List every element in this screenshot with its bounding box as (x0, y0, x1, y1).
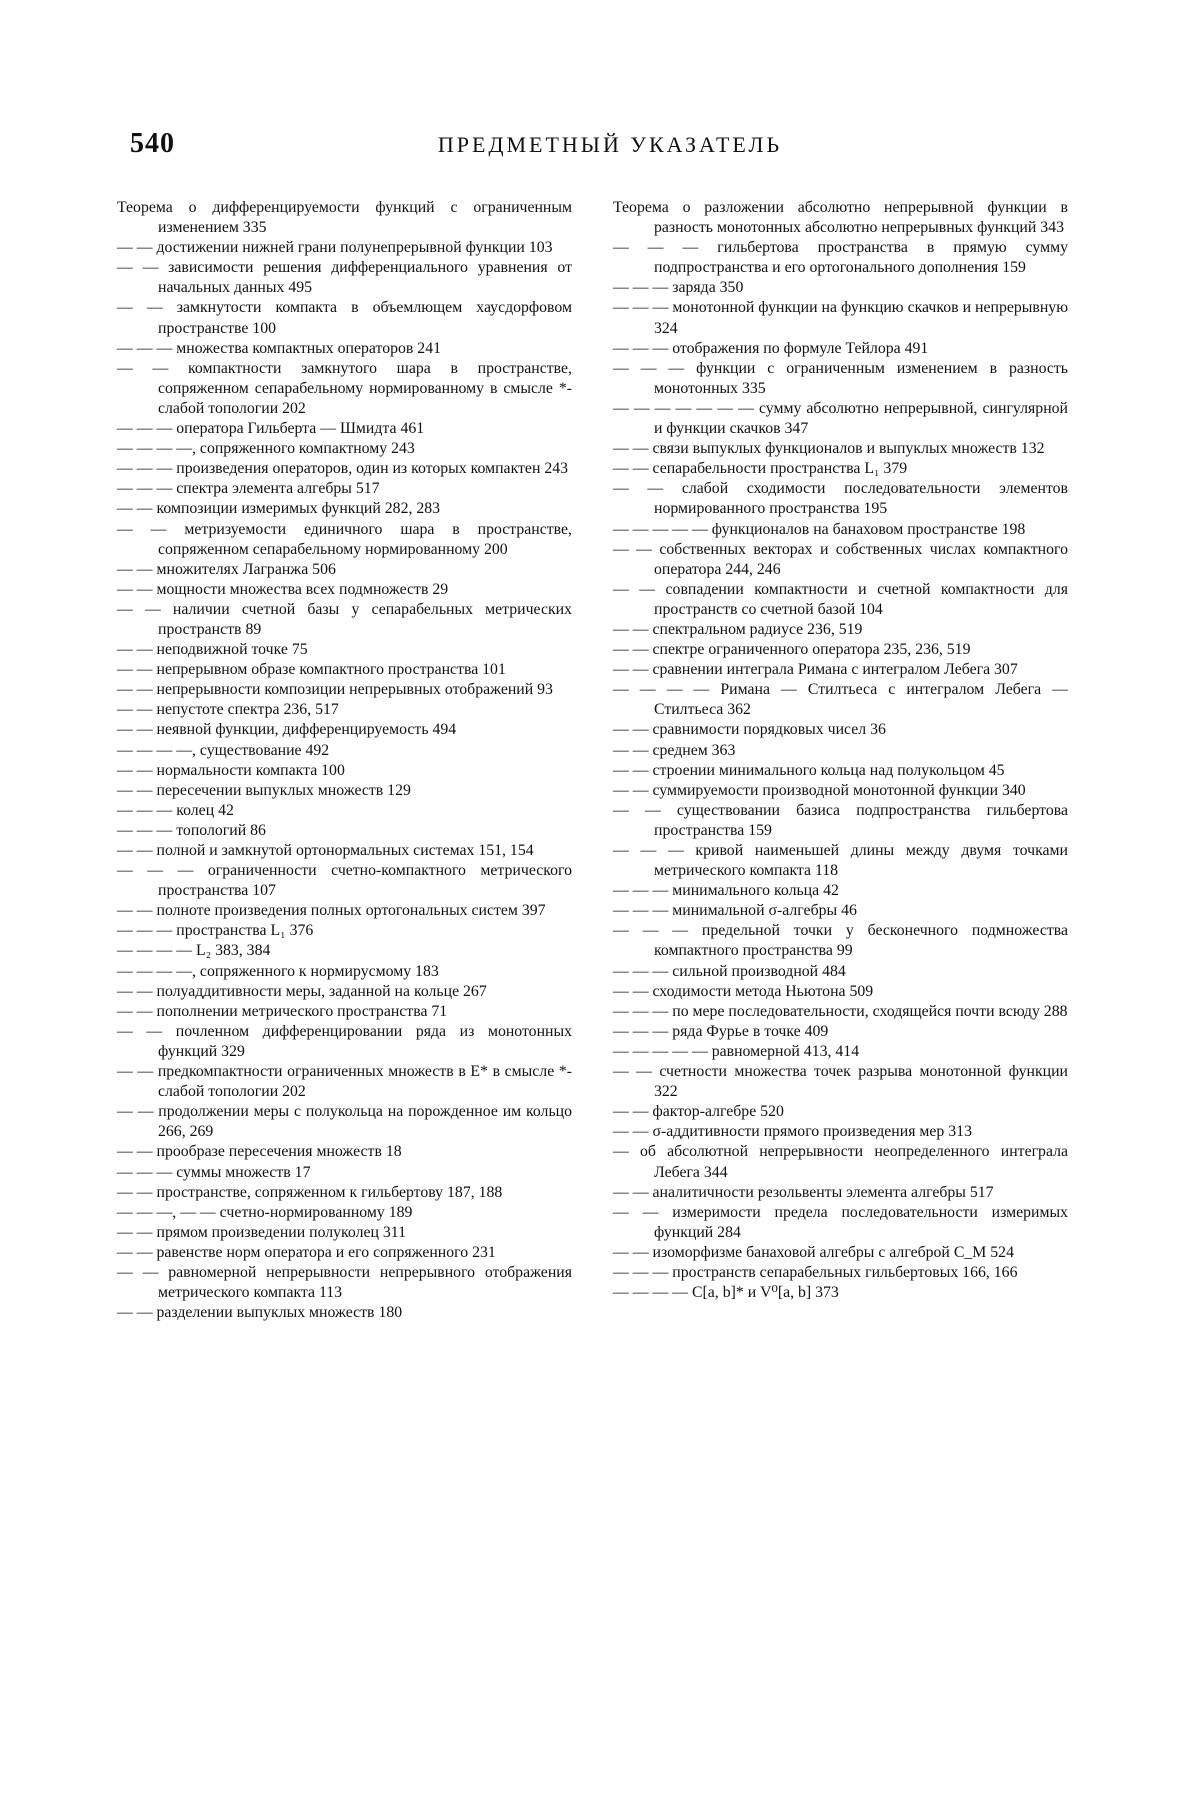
index-entry: — — — минимального кольца 42 (613, 882, 839, 900)
index-entry: — — — кривой наименьшей длины между двумя точками метрического компакта 118 (613, 842, 1068, 880)
index-entry: — — предкомпактности ограниченных множеств в E* в смысле *-слабой топологии 202 (117, 1063, 572, 1101)
index-entry: — — метризуемости единичного шара в пространстве, сопряженном сепарабельному нормированному 200 (117, 520, 572, 558)
index-entry: — — — по мере последовательности, сходящейся почти всюду 288 (613, 1002, 1068, 1020)
index-entry: — — непрерывности композиции непрерывных отображений 93 (117, 681, 553, 699)
index-entry: — — — —, сопряженного к нормирусмому 183 (117, 962, 439, 980)
index-entry: — — — заряда 350 (613, 279, 744, 297)
index-entry: — — фактор-алгебре 520 (613, 1103, 784, 1121)
index-entry: — — совпадении компактности и счетной компактности для пространств со счетной базой 104 (613, 580, 1068, 618)
index-entry: — — — ограниченности счетно-компактного метрического пространства 107 (117, 862, 572, 900)
index-entry: — — — спектра элемента алгебры 517 (117, 480, 380, 498)
index-entry: — — равенстве норм оператора и его сопряженного 231 (117, 1243, 496, 1261)
index-entry: — — σ-аддитивности прямого произведения мер 313 (613, 1123, 972, 1141)
index-entry: — — равномерной непрерывности непрерывного отображения метрического компакта 113 (117, 1263, 572, 1302)
index-entry: — — достижении нижней грани полунепрерывной функции 103 (117, 239, 553, 257)
index-entry: — — продолжении меры с полукольца на порожденное им кольцо 266, 269 (117, 1103, 572, 1141)
index-entry: — — прямом произведении полуколец 311 (117, 1223, 407, 1241)
index-entry: — — — — — функционалов на банаховом пространстве 198 (613, 520, 1026, 538)
index-entry: — — счетности множества точек разрыва монотонной функции 322 (613, 1063, 1068, 1101)
index-entry: — — прообразе пересечения множеств 18 (117, 1143, 402, 1161)
index-entry: — — аналитичности резольвенты элемента алгебры 517 (613, 1183, 994, 1201)
index-entry: — — непустоте спектра 236, 517 (117, 701, 339, 719)
index-entry: — — — суммы множеств 17 (117, 1163, 311, 1181)
index-entry: — — наличии счетной базы у сепарабельных метрических пространств 89 (117, 600, 572, 638)
index-entry: — — — — — — — сумму абсолютно непрерывной, сингулярной и функции скачков 347 (613, 399, 1068, 438)
index-entry: — — сравнении интеграла Римана с интегралом Лебега 307 (613, 661, 1018, 679)
index-entry: — — компактности замкнутого шара в пространстве, сопряженном сепарабельному нормированному в смысле *-слабой топологии 202 (117, 359, 572, 417)
index-entry: — — — оператора Гильберта — Шмидта 461 (117, 420, 425, 438)
index-entry: — — спектральном радиусе 236, 519 (613, 620, 863, 638)
index-column-right (613, 198, 1068, 1303)
index-entry: Теорема о разложении абсолютно непрерывной функции в разность монотонных абсолютно непрерывных функций 343 (613, 199, 1068, 237)
index-entry: — об абсолютной непрерывности неопределенного интеграла Лебега 344 (613, 1143, 1068, 1181)
index-entry: — — —, — — счетно-нормированному 189 (117, 1203, 413, 1221)
index-entry: — — полуаддитивности меры, заданной на кольце 267 (117, 982, 487, 1000)
index-entry: — — — пространств сепарабельных гильбертовых 166, 166 (613, 1263, 1018, 1281)
index-entry: — — полноте произведения полных ортогональных систем 397 (117, 902, 546, 920)
index-entry: — — мощности множества всех подмножеств 29 (117, 580, 449, 598)
index-entry: — — — — — равномерной 413, 414 (613, 1042, 860, 1060)
index-entry: — — — — C[a, b]* и V⁰[a, b] 373 (613, 1284, 839, 1302)
index-entry: — — спектре ограниченного оператора 235, 236, 519 (613, 641, 971, 659)
index-entry: — — пополнении метрического пространства 71 (117, 1002, 448, 1020)
index-entry: — — неподвижной точке 75 (117, 641, 308, 659)
index-entry: — — — — Римана — Стилтьеса с интегралом Лебега — Стилтьеса 362 (613, 681, 1068, 719)
index-entry: — — измеримости предела последовательности измеримых функций 284 (613, 1203, 1068, 1241)
running-head: ПРЕДМЕТНЫЙ УКАЗАТЕЛЬ (437, 132, 783, 157)
page-number: 540 (130, 128, 175, 159)
index-entry: — — пространстве, сопряженном к гильбертову 187, 188 (117, 1183, 503, 1201)
index-entry: — — сходимости метода Ньютона 509 (613, 982, 874, 1000)
index-entry: — — композиции измеримых функций 282, 283 (117, 500, 441, 518)
index-entry: — — связи выпуклых функционалов и выпуклых множеств 132 (613, 440, 1045, 458)
index-column-left (117, 198, 572, 1323)
index-entry: — — — произведения операторов, один из которых компактен 243 (117, 460, 569, 478)
index-entry: — — — предельной точки у бесконечного подмножества компактного пространства 99 (613, 922, 1068, 960)
index-entry: — — — —, существование 492 (117, 741, 330, 759)
index-entry: — — слабой сходимости последовательности элементов нормированного пространства 195 (613, 480, 1068, 518)
index-entry: — — замкнутости компакта в объемлющем хаусдорфовом пространстве 100 (117, 299, 572, 337)
index-entry: — — — сильной производной 484 (613, 962, 846, 980)
index-entry: — — непрерывном образе компактного пространства 101 (117, 661, 506, 679)
index-entry: Теорема о дифференцируемости функций с ограниченным изменением 335 (117, 199, 572, 237)
index-entry: — — зависимости решения дифференциального уравнения от начальных данных 495 (117, 259, 572, 297)
index-entry: — — — —, сопряженного компактному 243 (117, 440, 415, 458)
page-header (130, 128, 1090, 168)
index-entry: — — суммируемости производной монотонной функции 340 (613, 781, 1026, 799)
index-entry: — — — функции с ограниченным изменением в разность монотонных 335 (613, 359, 1068, 397)
index-entry: — — сепарабельности пространства L₁ 379 (613, 460, 908, 478)
index-entry: — — разделении выпуклых множеств 180 (117, 1304, 403, 1322)
index-entry: — — — топологий 86 (117, 821, 266, 839)
index-entry: — — — ряда Фурье в точке 409 (613, 1022, 829, 1040)
index-entry: — — — отображения по формуле Тейлора 491 (613, 339, 929, 357)
index-entry: — — строении минимального кольца над полукольцом 45 (613, 761, 1005, 779)
index-entry: — — собственных векторах и собственных числах компактного оператора 244, 246 (613, 540, 1068, 578)
index-entry: — — пересечении выпуклых множеств 129 (117, 781, 411, 799)
index-entry: — — — пространства L₁ 376 (117, 922, 314, 940)
index-entry: — — — — L₂ 383, 384 (117, 942, 271, 960)
index-entry: — — нормальности компакта 100 (117, 761, 345, 779)
index-entry: — — изоморфизме банаховой алгебры с алгеброй C_M 524 (613, 1243, 1014, 1261)
index-entry: — — — минимальной σ-алгебры 46 (613, 902, 857, 920)
index-entry: — — полной и замкнутой ортонормальных системах 151, 154 (117, 842, 534, 859)
index-entry: — — — множества компактных операторов 241 (117, 339, 442, 357)
index-entry: — — среднем 363 (613, 741, 736, 759)
index-entry: — — почленном дифференцировании ряда из монотонных функций 329 (117, 1022, 572, 1060)
index-entry: — — существовании базиса подпространства гильбертова пространства 159 (613, 801, 1068, 839)
index-entry: — — — гильбертова пространства в прямую сумму подпространства и его ортогонального дополнения 159 (613, 239, 1068, 277)
index-entry: — — — колец 42 (117, 801, 234, 819)
index-entry: — — сравнимости порядковых чисел 36 (613, 721, 886, 739)
index-entry: — — — монотонной функции на функцию скачков и непрерывную 324 (613, 299, 1068, 337)
index-entry: — — множителях Лагранжа 506 (117, 560, 336, 578)
index-entry: — — неявной функции, дифференцируемость 494 (117, 721, 457, 739)
